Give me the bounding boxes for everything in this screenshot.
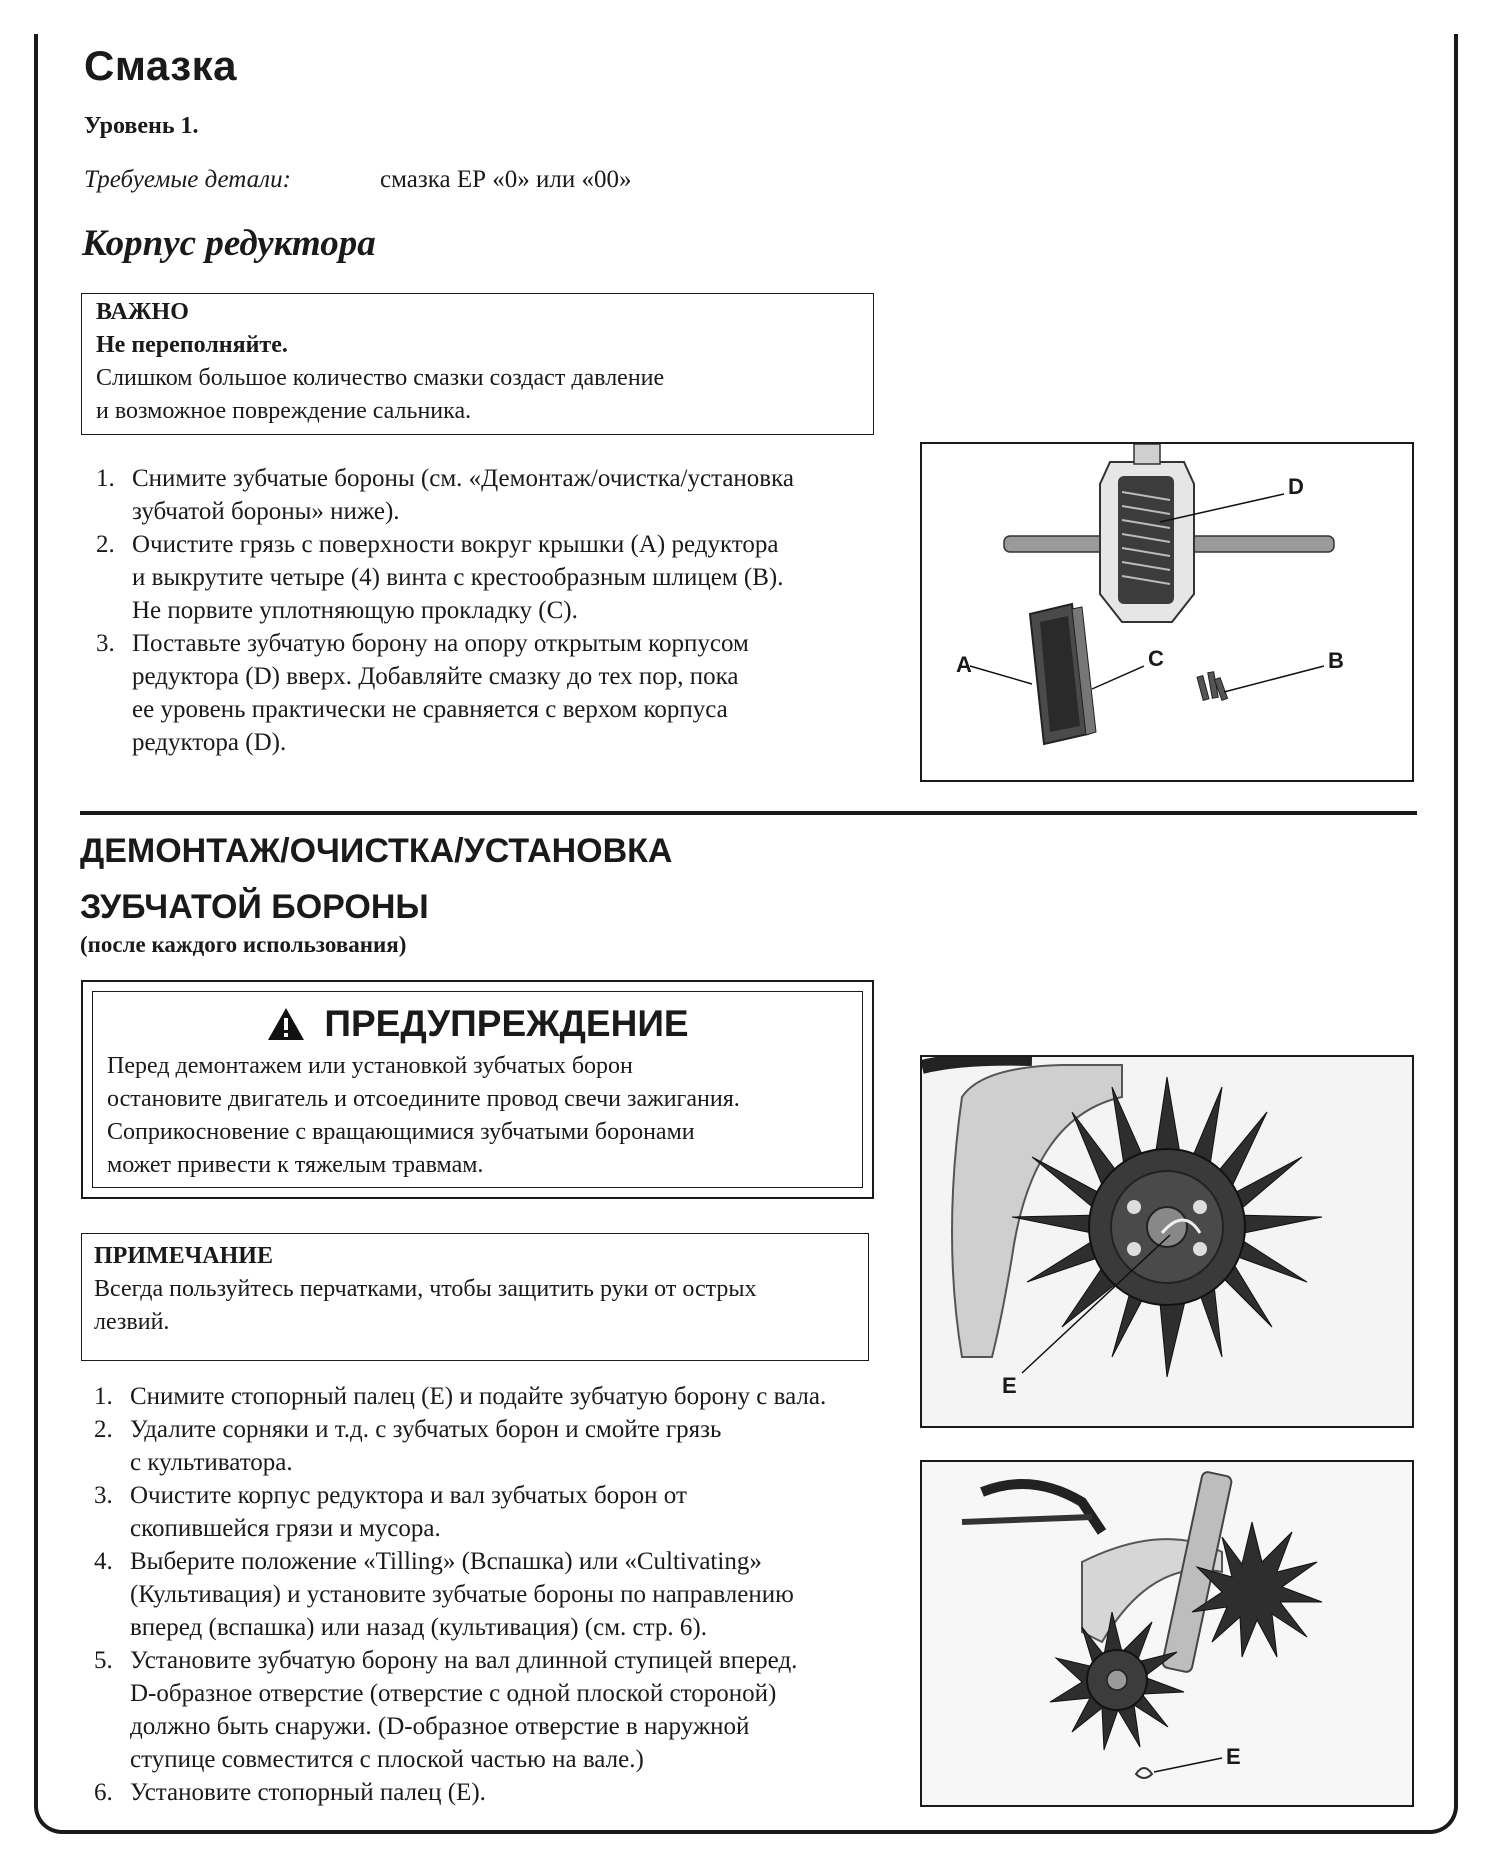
- list-item: [84, 627, 884, 759]
- note-line: лезвий.: [94, 1309, 170, 1335]
- lubrication-title: Смазка: [84, 42, 237, 89]
- list-item: [84, 528, 884, 627]
- list-item: [82, 1479, 902, 1545]
- warning-line: Перед демонтажем или установкой зубчатых борон: [107, 1053, 633, 1079]
- step-number: 3.: [96, 630, 115, 657]
- step-number: 5.: [94, 1647, 113, 1674]
- step-line: скопившейся грязи и мусора.: [130, 1515, 441, 1542]
- list-item: [82, 1380, 902, 1413]
- warning-line: Соприкосновение с вращающимися зубчатыми боронами: [107, 1119, 695, 1145]
- cultivator-figure: [920, 1460, 1414, 1807]
- step-line: Снимите зубчатые бороны (см. «Демонтаж/очистка/установка: [132, 465, 794, 492]
- step-line: (Культивация) и установите зубчатые бороны по направлению: [130, 1581, 794, 1608]
- tines-title-line2: ЗУБЧАТОЙ БОРОНЫ: [80, 888, 429, 926]
- step-number: 4.: [94, 1548, 113, 1575]
- step-line: с культиватора.: [130, 1449, 293, 1476]
- required-parts-value: смазка ЕР «0» или «00»: [380, 166, 632, 193]
- important-bold-line: Не переполняйте.: [96, 332, 288, 358]
- list-item: [82, 1545, 902, 1644]
- list-item: [82, 1413, 902, 1479]
- step-line: вперед (вспашка) или назад (культивация) (см. стр. 6).: [130, 1614, 707, 1641]
- warning-line: может привести к тяжелым травмам.: [107, 1152, 484, 1178]
- list-item: [82, 1644, 902, 1776]
- step-number: 3.: [94, 1482, 113, 1509]
- step-line: Поставьте зубчатую борону на опору открытым корпусом: [132, 630, 749, 657]
- step-line: Снимите стопорный палец (Е) и подайте зубчатую борону с вала.: [130, 1383, 827, 1410]
- label-d: D: [1288, 474, 1304, 499]
- important-text-line: Слишком большое количество смазки создаст давление: [96, 365, 665, 391]
- important-notice: [81, 293, 874, 435]
- label-b: B: [1328, 648, 1344, 673]
- step-line: редуктора (D).: [132, 729, 287, 756]
- step-number: 1.: [96, 465, 115, 492]
- step-line: должно быть снаружи. (D-образное отверстие в наружной: [130, 1713, 750, 1740]
- tines-title-line1: ДЕМОНТАЖ/ОЧИСТКА/УСТАНОВКА: [80, 832, 673, 870]
- required-parts-label: Требуемые детали:: [84, 166, 291, 193]
- label-e: E: [1226, 1744, 1241, 1769]
- label-e: E: [1002, 1373, 1017, 1398]
- list-item: [82, 1776, 902, 1809]
- step-number: 2.: [96, 531, 115, 558]
- step-line: Очистите грязь с поверхности вокруг крышки (А) редуктора: [132, 531, 779, 558]
- step-line: Очистите корпус редуктора и вал зубчатых борон от: [130, 1482, 687, 1509]
- step-number: 2.: [94, 1416, 113, 1443]
- step-line: D-образное отверстие (отверстие с одной плоской стороной): [130, 1680, 777, 1707]
- label-a: A: [956, 652, 972, 677]
- step-line: Выберите положение «Tilling» (Вспашка) или «Cultivating»: [130, 1548, 762, 1575]
- step-line: ее уровень практически не сравняется с верхом корпуса: [132, 696, 728, 723]
- lubrication-level: Уровень 1.: [84, 113, 199, 139]
- step-line: Установите стопорный палец (Е).: [130, 1779, 486, 1806]
- warning-triangle-icon: [266, 1006, 306, 1042]
- warning-line: остановите двигатель и отсоедините провод свечи зажигания.: [107, 1086, 740, 1112]
- important-heading: ВАЖНО: [96, 299, 189, 325]
- warning-heading: ПРЕДУПРЕЖДЕНИЕ: [324, 1003, 689, 1044]
- step-line: редуктора (D) вверх. Добавляйте смазку до тех пор, пока: [132, 663, 739, 690]
- tine-closeup-figure: [920, 1055, 1414, 1428]
- step-line: зубчатой бороны» ниже).: [132, 498, 400, 525]
- step-line: Удалите сорняки и т.д. с зубчатых борон и смойте грязь: [130, 1416, 722, 1443]
- tines-steps: [82, 1380, 902, 1809]
- step-number: 6.: [94, 1779, 113, 1806]
- step-line: Установите зубчатую борону на вал длинной ступицей вперед.: [130, 1647, 798, 1674]
- label-c: C: [1148, 646, 1164, 671]
- gearbox-figure: [920, 442, 1414, 782]
- list-item: [84, 462, 884, 528]
- note-notice: [81, 1233, 869, 1361]
- warning-notice: [81, 980, 874, 1199]
- step-line: и выкрутите четыре (4) винта с крестообразным шлицем (В).: [132, 564, 784, 591]
- important-text-line: и возможное повреждение сальника.: [96, 398, 472, 424]
- step-line: Не порвите уплотняющую прокладку (С).: [132, 597, 578, 624]
- tines-subtitle: (после каждого использования): [80, 932, 407, 957]
- note-heading: ПРИМЕЧАНИЕ: [94, 1243, 273, 1269]
- lubrication-steps: [84, 462, 884, 759]
- note-line: Всегда пользуйтесь перчатками, чтобы защитить руки от острых: [94, 1276, 757, 1302]
- gearbox-subtitle: Корпус редуктора: [82, 223, 376, 264]
- step-number: 1.: [94, 1383, 113, 1410]
- section-divider: [80, 811, 1417, 815]
- step-line: ступице совместится с плоской частью на вале.): [130, 1746, 644, 1773]
